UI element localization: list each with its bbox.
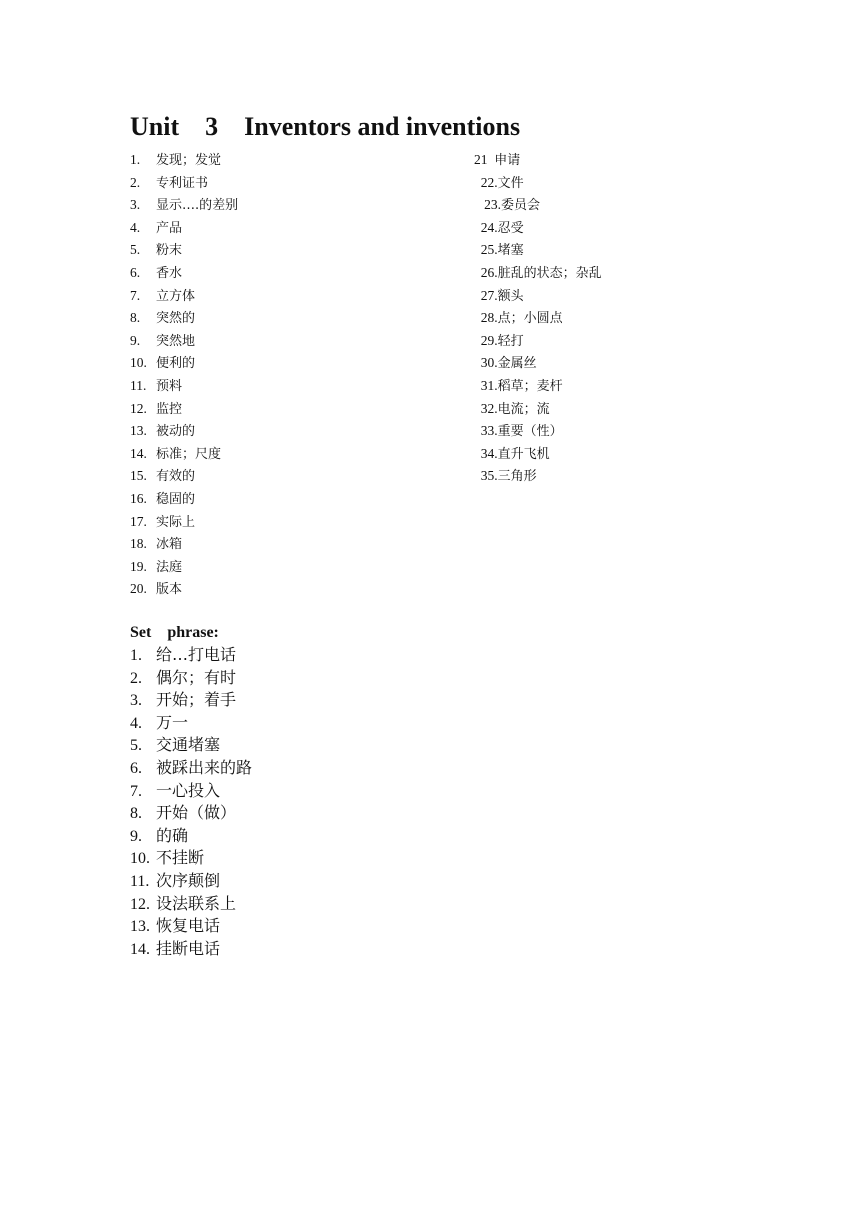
item-text: 专利证书	[156, 175, 209, 191]
item-text: 开始；着手	[156, 690, 237, 710]
item-number: 6.	[130, 759, 142, 777]
list-item	[474, 239, 602, 262]
list-item	[130, 511, 238, 534]
item-number: 22.	[474, 174, 498, 190]
list-item	[130, 689, 252, 712]
item-number: 10.	[130, 355, 147, 371]
list-item	[474, 217, 602, 240]
item-text: 显示….的差别	[156, 198, 239, 214]
item-number: 32.	[474, 400, 498, 416]
item-text: 粉末	[156, 243, 183, 259]
item-text: 万一	[156, 712, 189, 732]
item-number: 16.	[130, 490, 147, 506]
item-text: 开始（做）	[156, 803, 237, 823]
list-item	[130, 556, 238, 579]
item-number: 11.	[130, 872, 150, 890]
item-text: 次序颠倒	[156, 870, 221, 890]
item-text: 给…打电话	[156, 645, 237, 664]
list-item	[130, 533, 238, 556]
list-item	[130, 172, 238, 195]
item-number: 14.	[130, 940, 150, 958]
item-number: 17.	[130, 513, 147, 529]
item-text: 一心投入	[156, 780, 221, 800]
item-number: 4.	[130, 219, 141, 235]
item-number: 7.	[130, 287, 141, 303]
item-number: 20.	[130, 581, 147, 597]
item-text: 挂断电话	[156, 938, 221, 958]
item-number: 5.	[130, 242, 141, 258]
page-title: Unit 3 Inventors and inventions	[130, 112, 521, 141]
item-number: 14.	[130, 445, 147, 461]
list-item	[474, 352, 602, 375]
item-number: 24.	[474, 219, 498, 235]
item-number: 12.	[130, 400, 147, 416]
item-text: 实际上	[156, 514, 196, 530]
item-text: 便利的	[156, 356, 196, 372]
item-text: 文件	[497, 175, 524, 191]
list-item	[474, 398, 602, 421]
item-text: 的确	[156, 825, 189, 845]
item-text: 偶尔；有时	[156, 667, 237, 687]
item-number: 28.	[474, 310, 498, 326]
vocab-list-left	[130, 149, 238, 601]
list-item	[474, 285, 602, 308]
item-number: 1.	[130, 152, 141, 167]
item-text: 点；小圆点	[497, 311, 563, 327]
list-item	[130, 644, 252, 667]
item-number: 35.	[474, 468, 498, 484]
item-number: 19.	[130, 558, 147, 574]
item-text: 轻打	[497, 333, 524, 349]
item-text: 电流；流	[497, 401, 550, 417]
item-number: 6.	[130, 264, 141, 280]
item-number: 34.	[474, 445, 498, 461]
item-text: 预料	[156, 378, 183, 394]
list-item	[130, 802, 252, 825]
item-text: 香水	[156, 265, 183, 281]
set-phrase-list	[130, 644, 252, 960]
item-text: 交通堵塞	[156, 735, 221, 755]
item-number: 18.	[130, 536, 147, 552]
item-text: 稳固的	[156, 491, 196, 507]
item-number: 23.	[474, 197, 501, 213]
item-text: 重要（性）	[497, 424, 563, 440]
list-item	[474, 420, 602, 443]
list-item	[130, 307, 238, 330]
list-item	[474, 172, 602, 195]
item-text: 申请	[494, 153, 521, 168]
list-item	[130, 330, 238, 353]
list-item	[130, 667, 252, 690]
item-number: 8.	[130, 805, 142, 823]
list-item	[474, 307, 602, 330]
list-item	[130, 938, 252, 961]
item-text: 冰箱	[156, 537, 183, 553]
list-item	[130, 420, 238, 443]
list-item	[130, 194, 238, 217]
list-item	[130, 915, 252, 938]
set-phrase-heading: Set phrase:	[130, 624, 219, 641]
item-text: 产品	[156, 220, 183, 236]
item-number: 4.	[130, 714, 142, 732]
list-item	[474, 443, 602, 466]
list-item	[130, 149, 238, 172]
item-text: 被动的	[156, 424, 196, 440]
item-number: 29.	[474, 332, 498, 348]
list-item	[474, 330, 602, 353]
list-item	[474, 465, 602, 488]
item-number: 7.	[130, 782, 142, 800]
item-number: 9.	[130, 827, 142, 845]
list-item	[130, 239, 238, 262]
item-number: 15.	[130, 468, 147, 484]
list-item	[130, 757, 252, 780]
list-item	[130, 465, 238, 488]
item-number: 26.	[474, 264, 498, 280]
item-text: 被踩出来的路	[156, 757, 253, 777]
list-item	[474, 194, 602, 217]
item-text: 堵塞	[497, 243, 524, 259]
list-item	[130, 825, 252, 848]
item-text: 金属丝	[497, 356, 537, 372]
item-text: 突然地	[156, 333, 196, 349]
item-text: 法庭	[156, 559, 183, 575]
item-number: 21	[474, 152, 495, 167]
item-number: 27.	[474, 287, 498, 303]
item-text: 直升飞机	[497, 446, 550, 462]
list-item	[130, 893, 252, 916]
list-item	[130, 217, 238, 240]
list-item	[474, 262, 602, 285]
item-number: 11.	[130, 377, 147, 393]
list-item	[130, 375, 238, 398]
item-text: 有效的	[156, 469, 196, 485]
item-number: 31.	[474, 377, 498, 393]
list-item	[474, 375, 602, 398]
item-number: 5.	[130, 737, 142, 755]
item-text: 脏乱的状态；杂乱	[497, 265, 602, 281]
item-text: 三角形	[497, 469, 537, 485]
item-text: 委员会	[501, 198, 541, 214]
item-text: 突然的	[156, 311, 196, 327]
list-item	[130, 712, 252, 735]
item-number: 10.	[130, 850, 150, 868]
item-text: 监控	[156, 401, 183, 417]
item-number: 13.	[130, 423, 147, 439]
item-text: 忍受	[497, 220, 524, 236]
vocab-list-right	[474, 149, 602, 488]
list-item	[130, 488, 238, 511]
item-number: 2.	[130, 669, 142, 687]
item-number: 3.	[130, 692, 142, 710]
item-text: 设法联系上	[156, 893, 237, 913]
list-item	[130, 578, 238, 601]
item-number: 2.	[130, 174, 141, 190]
item-number: 13.	[130, 918, 150, 936]
item-text: 不挂断	[156, 848, 205, 868]
list-item	[474, 149, 602, 172]
list-item	[130, 443, 238, 466]
item-text: 标准；尺度	[156, 446, 222, 462]
item-text: 稻草；麦杆	[497, 378, 563, 394]
item-text: 立方体	[156, 288, 196, 304]
item-number: 1.	[130, 647, 142, 664]
item-number: 3.	[130, 197, 141, 213]
item-text: 恢复电话	[156, 916, 221, 936]
list-item	[130, 262, 238, 285]
list-item	[130, 398, 238, 421]
item-text: 版本	[156, 582, 183, 598]
list-item	[130, 870, 252, 893]
item-number: 12.	[130, 895, 150, 913]
item-text: 发现；发觉	[156, 153, 222, 168]
item-number: 33.	[474, 423, 498, 439]
list-item	[130, 352, 238, 375]
item-number: 30.	[474, 355, 498, 371]
item-text: 额头	[497, 288, 524, 304]
item-number: 9.	[130, 332, 141, 348]
list-item	[130, 780, 252, 803]
list-item	[130, 285, 238, 308]
item-number: 25.	[474, 242, 498, 258]
list-item	[130, 734, 252, 757]
item-number: 8.	[130, 310, 141, 326]
list-item	[130, 847, 252, 870]
